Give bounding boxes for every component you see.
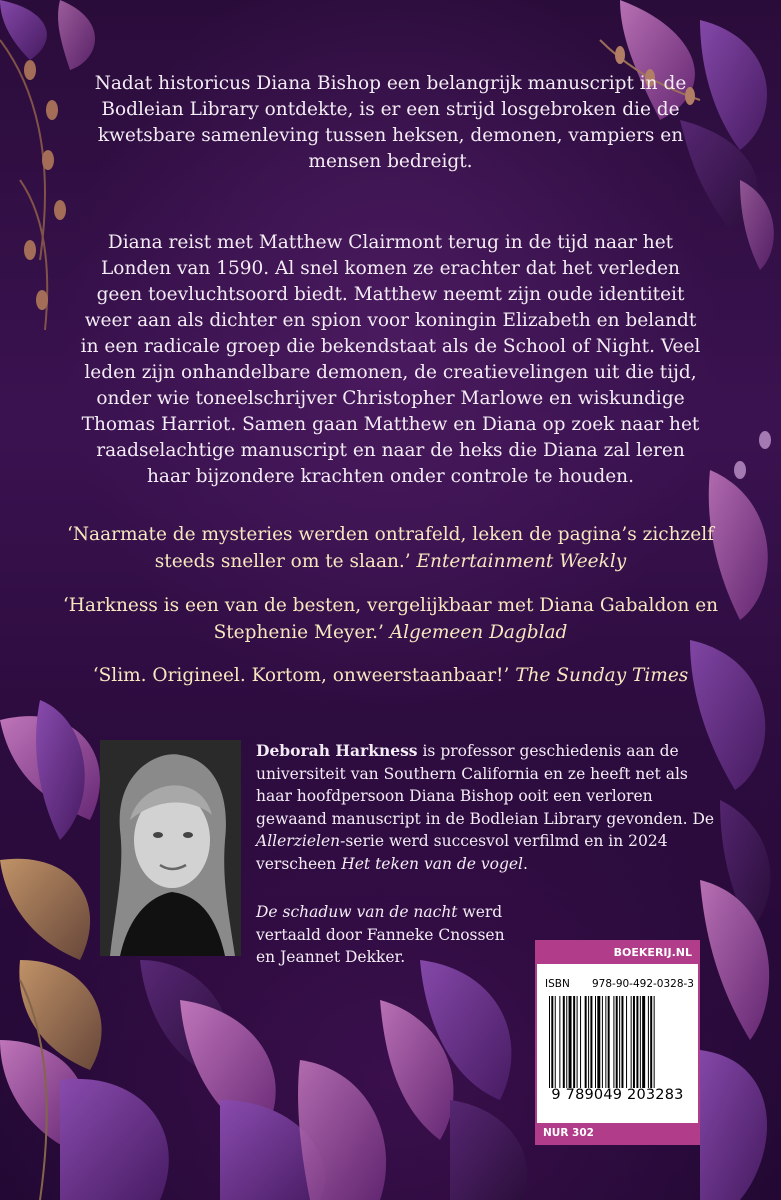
barcode-bar xyxy=(559,996,560,1088)
barcode-bar xyxy=(577,996,578,1088)
quote-text: ‘Harkness is een van de besten, vergelijkbaar met Diana Gabaldon en Stephenie Meyer.’ xyxy=(62,595,719,643)
barcode-bar xyxy=(590,996,592,1088)
series-title: Allerzielen xyxy=(256,832,341,850)
author-photo xyxy=(100,740,241,956)
barcode-digits: 9 789049 203283 xyxy=(551,1087,684,1103)
blurb-paragraph-2: Diana reist met Matthew Clairmont terug in de tijd naar het Londen van 1590. Al snel komen ze erachter dat het verleden geen toevluchtsoord biedt. Matthew neemt zijn oude identiteit weer aan als dichter en spion voor koningin Elizabeth en belandt in een radicale groep die bekendstaat als de School of Night. Veel leden zijn onhandelbare demonen, de creatievelingen uit die tijd, onder wie toneelschrijver Christopher Marlowe en wiskundige Thomas Harriot. Samen gaan Matthew en Diana op zoek naar het raadselachtige manuscript en naar de heks die Diana zal leren haar bijzondere krachten onder controle te houden. xyxy=(80,232,701,487)
quote-source: Entertainment Weekly xyxy=(416,551,627,572)
barcode-bar xyxy=(555,996,556,1088)
barcode-bar xyxy=(563,996,565,1088)
blurb-paragraph-1: Nadat historicus Diana Bishop een belangrijk manuscript in de Bodleian Library ontdekte, is er een strijd losgebroken die de kwetsbare samenleving tussen heksen, demonen, vampiers en mensen bedreigt. xyxy=(94,73,687,172)
author-name: Deborah Harkness xyxy=(256,741,418,760)
barcode-bar xyxy=(573,996,575,1088)
quote-source: The Sunday Times xyxy=(515,665,689,686)
barcode-bar xyxy=(585,996,587,1088)
translator-text: werd vertaald door Fanneke Cnossen en Jeannet Dekker. xyxy=(256,903,505,966)
barcode-bar xyxy=(636,996,638,1088)
barcode-bar xyxy=(588,996,589,1088)
barcode-bar xyxy=(549,996,550,1088)
barcode-bar xyxy=(621,996,623,1088)
quote-source: Algemeen Dagblad xyxy=(389,622,568,643)
isbn-line xyxy=(545,978,694,990)
barcode-bar xyxy=(613,996,614,1088)
nur-code: NUR 302 xyxy=(537,1123,698,1143)
review-quote-2 xyxy=(40,592,741,646)
barcode-bar xyxy=(608,996,610,1088)
barcode-bar xyxy=(654,996,655,1088)
review-quote-1 xyxy=(40,521,741,575)
quote-text: ‘Slim. Origineel. Kortom, onweerstaanbaar!’ xyxy=(92,665,510,686)
barcode-bar xyxy=(616,996,618,1088)
bio-text-c: . xyxy=(523,854,528,873)
barcode-bar xyxy=(633,996,635,1088)
barcode-bar xyxy=(602,996,603,1088)
book-title: Het teken van de vogel xyxy=(341,854,524,873)
translated-title: De schaduw van de nacht xyxy=(256,903,458,921)
barcode-bar xyxy=(595,996,596,1088)
barcode-bar xyxy=(566,996,567,1088)
barcode-bar xyxy=(569,996,572,1088)
isbn-label: ISBN xyxy=(545,978,570,990)
publisher-label: BOEKERIJ.NL xyxy=(537,942,698,964)
barcode-bar xyxy=(642,996,645,1088)
bio-text-b: -serie werd succesvol verfilmd en in 2024 verscheen xyxy=(256,832,668,873)
barcode-bar xyxy=(580,996,581,1088)
translation-credit xyxy=(256,901,521,969)
barcode-bar xyxy=(626,996,627,1088)
barcode-image xyxy=(549,996,690,1088)
barcode-bar xyxy=(631,996,632,1088)
isbn-barcode-box xyxy=(535,940,700,1145)
quote-text: ‘Naarmate de mysteries werden ontrafeld, leken de pagina’s zichzelf steeds sneller om te slaan.’ xyxy=(66,524,715,572)
barcode-bar xyxy=(650,996,652,1088)
barcode-bar xyxy=(619,996,620,1088)
barcode-bar xyxy=(648,996,649,1088)
review-quote-3 xyxy=(40,662,741,689)
barcode-bar xyxy=(551,996,553,1088)
bio-text-a: is professor geschiedenis aan de universiteit van Southern California en ze heeft net als haar hoofdpersoon Diana Bishop ooit een verloren gewaand manuscript in de Bodleian Library gevonden. De xyxy=(256,742,715,828)
barcode-bar xyxy=(597,996,600,1088)
barcode-bar xyxy=(605,996,606,1088)
isbn-number: 978-90-492-0328-3 xyxy=(591,978,694,990)
author-bio xyxy=(256,740,726,875)
barcode-bar xyxy=(640,996,641,1088)
